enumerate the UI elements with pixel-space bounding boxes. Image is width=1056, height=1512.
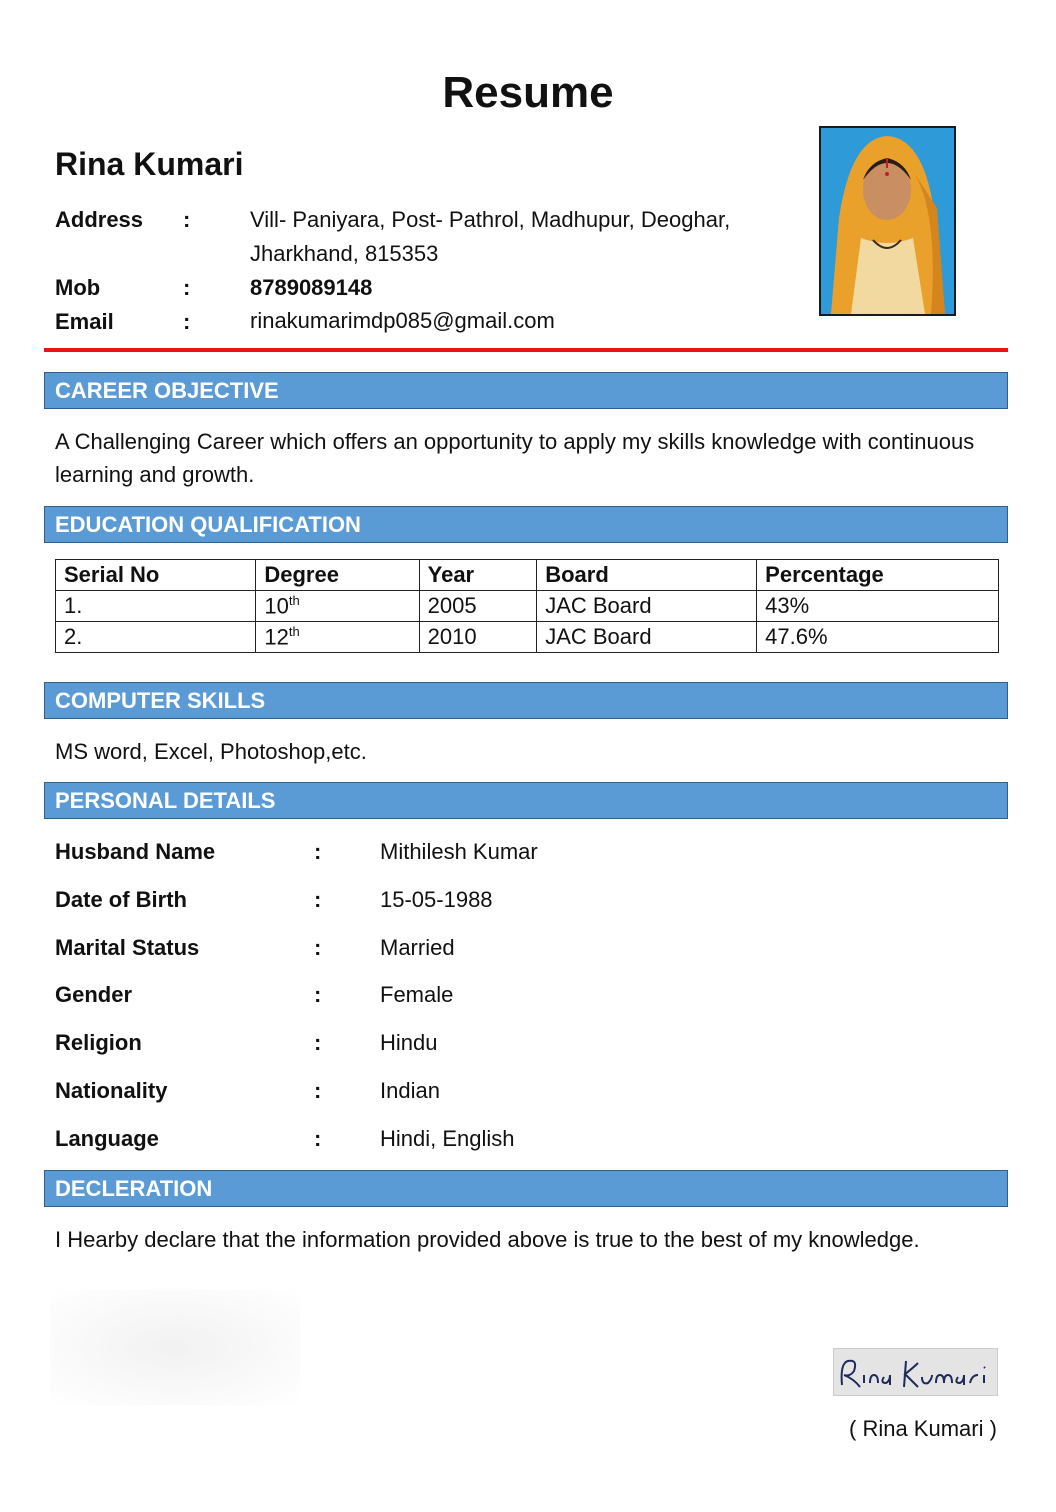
signature-handwriting	[834, 1349, 997, 1395]
personal-colon: :	[314, 887, 322, 912]
section-header-declaration: DECLERATION	[44, 1170, 1008, 1207]
year-cell: 2005	[419, 591, 537, 622]
mob-value: 8789089148	[250, 275, 373, 300]
address-line-2: Jharkhand, 815353	[250, 241, 439, 266]
year-cell: 2010	[419, 622, 537, 653]
degree-suffix: th	[288, 623, 300, 639]
education-table	[55, 559, 999, 653]
personal-value: Female	[380, 982, 454, 1007]
personal-label: Nationality	[55, 1078, 168, 1103]
personal-label: Language	[55, 1126, 159, 1151]
table-header-row	[56, 560, 999, 591]
personal-label: Date of Birth	[55, 887, 187, 912]
table-header-cell: Board	[537, 560, 757, 591]
declaration-text: I Hearby declare that the information provided above is true to the best of my knowledge.	[55, 1227, 920, 1252]
personal-value: Hindu	[380, 1030, 438, 1055]
signature-image	[833, 1348, 998, 1396]
profile-photo	[819, 126, 956, 316]
email-value: rinakumarimdp085@gmail.com	[250, 308, 555, 333]
personal-value: Mithilesh Kumar	[380, 839, 538, 864]
table-row	[56, 622, 999, 653]
blank-smudge	[50, 1290, 300, 1405]
section-header-career-objective: CAREER OBJECTIVE	[44, 372, 1008, 409]
personal-label: Gender	[55, 982, 133, 1007]
table-header-cell: Serial No	[56, 560, 256, 591]
candidate-name: Rina Kumari	[55, 146, 244, 182]
personal-colon: :	[314, 982, 322, 1007]
address-line-1: Vill- Paniyara, Post- Pathrol, Madhupur, Deoghar,	[250, 207, 731, 232]
career-objective-text: A Challenging Career which offers an opportunity to apply my skills knowledge with continuous learning and growth.	[55, 429, 975, 487]
personal-value: Indian	[380, 1078, 440, 1103]
board-cell: JAC Board	[537, 622, 757, 653]
percentage-cell: 43%	[757, 591, 999, 622]
mob-label: Mob	[55, 275, 101, 300]
address-colon: :	[183, 207, 191, 232]
degree-cell	[256, 622, 419, 653]
personal-colon: :	[314, 1078, 322, 1103]
table-header-cell: Percentage	[757, 560, 999, 591]
email-label: Email	[55, 309, 114, 334]
serial-cell: 2.	[56, 622, 256, 653]
signature-printed-name: ( Rina Kumari )	[849, 1416, 997, 1441]
personal-label: Marital Status	[55, 935, 200, 960]
personal-colon: :	[314, 1030, 322, 1055]
mob-colon: :	[183, 275, 191, 300]
personal-label: Religion	[55, 1030, 142, 1055]
personal-value: 15-05-1988	[380, 887, 493, 912]
personal-colon: :	[314, 1126, 322, 1151]
section-header-education: EDUCATION QUALIFICATION	[44, 506, 1008, 543]
section-header-personal-details: PERSONAL DETAILS	[44, 782, 1008, 819]
profile-photo-image	[821, 128, 954, 314]
degree-value: 10	[264, 593, 289, 619]
personal-colon: :	[314, 935, 322, 960]
table-row	[56, 591, 999, 622]
personal-value: Hindi, English	[380, 1126, 515, 1151]
table-header-cell: Degree	[256, 560, 419, 591]
resume-title: Resume	[442, 68, 614, 117]
email-colon: :	[183, 309, 191, 334]
personal-label: Husband Name	[55, 839, 216, 864]
board-cell: JAC Board	[537, 591, 757, 622]
personal-colon: :	[314, 839, 322, 864]
degree-cell	[256, 591, 419, 622]
degree-suffix: th	[288, 592, 300, 608]
section-header-computer-skills: COMPUTER SKILLS	[44, 682, 1008, 719]
degree-value: 12	[264, 624, 289, 650]
computer-skills-text: MS word, Excel, Photoshop,etc.	[55, 739, 367, 764]
table-header-cell: Year	[419, 560, 537, 591]
serial-cell: 1.	[56, 591, 256, 622]
percentage-cell: 47.6%	[757, 622, 999, 653]
header-divider	[44, 348, 1008, 352]
personal-value: Married	[380, 935, 455, 960]
address-label: Address	[55, 207, 144, 232]
